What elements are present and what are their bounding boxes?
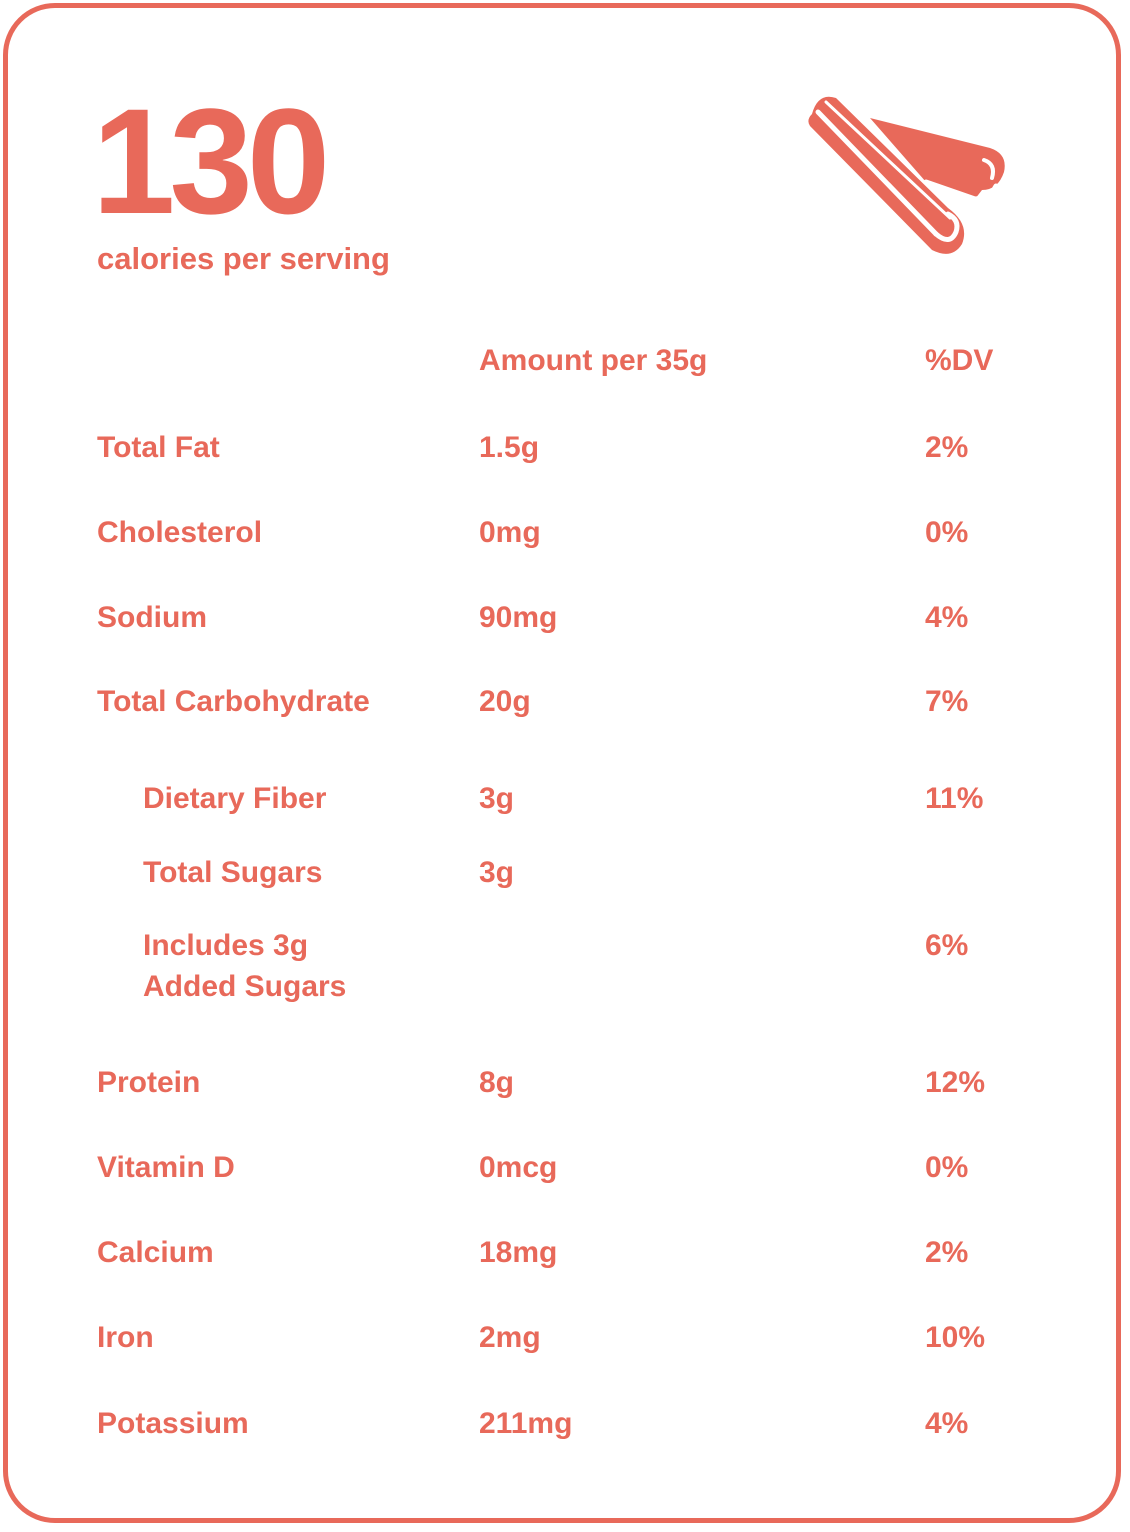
- nutrient-dv: 7%: [925, 685, 969, 718]
- table-row: [0, 1318, 1130, 1368]
- nutrient-amount: 3g: [479, 856, 515, 889]
- nutrient-dv: 2%: [925, 1236, 969, 1269]
- nutrient-name: Dietary Fiber: [143, 782, 327, 815]
- nutrient-name: Protein: [97, 1066, 201, 1099]
- nutrient-dv: 4%: [925, 601, 969, 634]
- table-row: [0, 513, 1130, 563]
- nutrient-dv: 10%: [925, 1321, 986, 1354]
- nutrient-name: Sodium: [97, 601, 207, 634]
- table-row: [0, 682, 1130, 732]
- nutrient-dv: 0%: [925, 1151, 969, 1184]
- nutrient-amount: 0mcg: [479, 1151, 558, 1184]
- nutrient-dv: 2%: [925, 431, 969, 464]
- nutrient-amount: 8g: [479, 1066, 515, 1099]
- nutrient-name: Cholesterol: [97, 516, 263, 549]
- nutrient-amount: 2mg: [479, 1321, 541, 1354]
- table-row: [0, 1404, 1130, 1454]
- nutrient-amount: 0mg: [479, 516, 541, 549]
- table-row: [0, 1063, 1130, 1113]
- nutrient-dv: 11%: [925, 782, 984, 815]
- nutrient-name: Iron: [97, 1321, 154, 1354]
- table-row: [0, 926, 1130, 1016]
- nutrient-amount: 90mg: [479, 601, 558, 634]
- nutrient-name-line2: Added Sugars: [143, 970, 347, 1003]
- calories-value: 130: [92, 77, 325, 245]
- nutrient-amount: 3g: [479, 782, 515, 815]
- nutrient-name: Vitamin D: [97, 1151, 235, 1184]
- nutrient-amount: 1.5g: [479, 431, 540, 464]
- table-row: [0, 853, 1130, 903]
- table-row: [0, 428, 1130, 478]
- nutrient-name: Potassium: [97, 1407, 249, 1440]
- nutrient-name: Total Fat: [97, 431, 220, 464]
- nutrient-dv: 0%: [925, 516, 969, 549]
- table-row: [0, 779, 1130, 829]
- table-row: [0, 1148, 1130, 1198]
- nutrient-name: Calcium: [97, 1236, 214, 1269]
- nutrient-dv: 4%: [925, 1407, 969, 1440]
- cinnamon-stick-icon: [800, 86, 1015, 261]
- nutrient-dv: 6%: [925, 929, 969, 962]
- nutrient-dv: 12%: [925, 1066, 986, 1099]
- nutrient-amount: 18mg: [479, 1236, 558, 1269]
- calories-label: calories per serving: [97, 241, 390, 276]
- nutrient-amount: 20g: [479, 685, 531, 718]
- nutrient-name: Total Sugars: [143, 856, 323, 889]
- table-row: [0, 1233, 1130, 1283]
- nutrient-name: Total Carbohydrate: [97, 685, 370, 718]
- table-row: [0, 598, 1130, 648]
- dv-column-header: %DV: [925, 344, 994, 377]
- nutrient-amount: 211mg: [479, 1407, 573, 1440]
- amount-column-header: Amount per 35g: [479, 344, 708, 377]
- nutrient-name: Includes 3g: [143, 929, 309, 962]
